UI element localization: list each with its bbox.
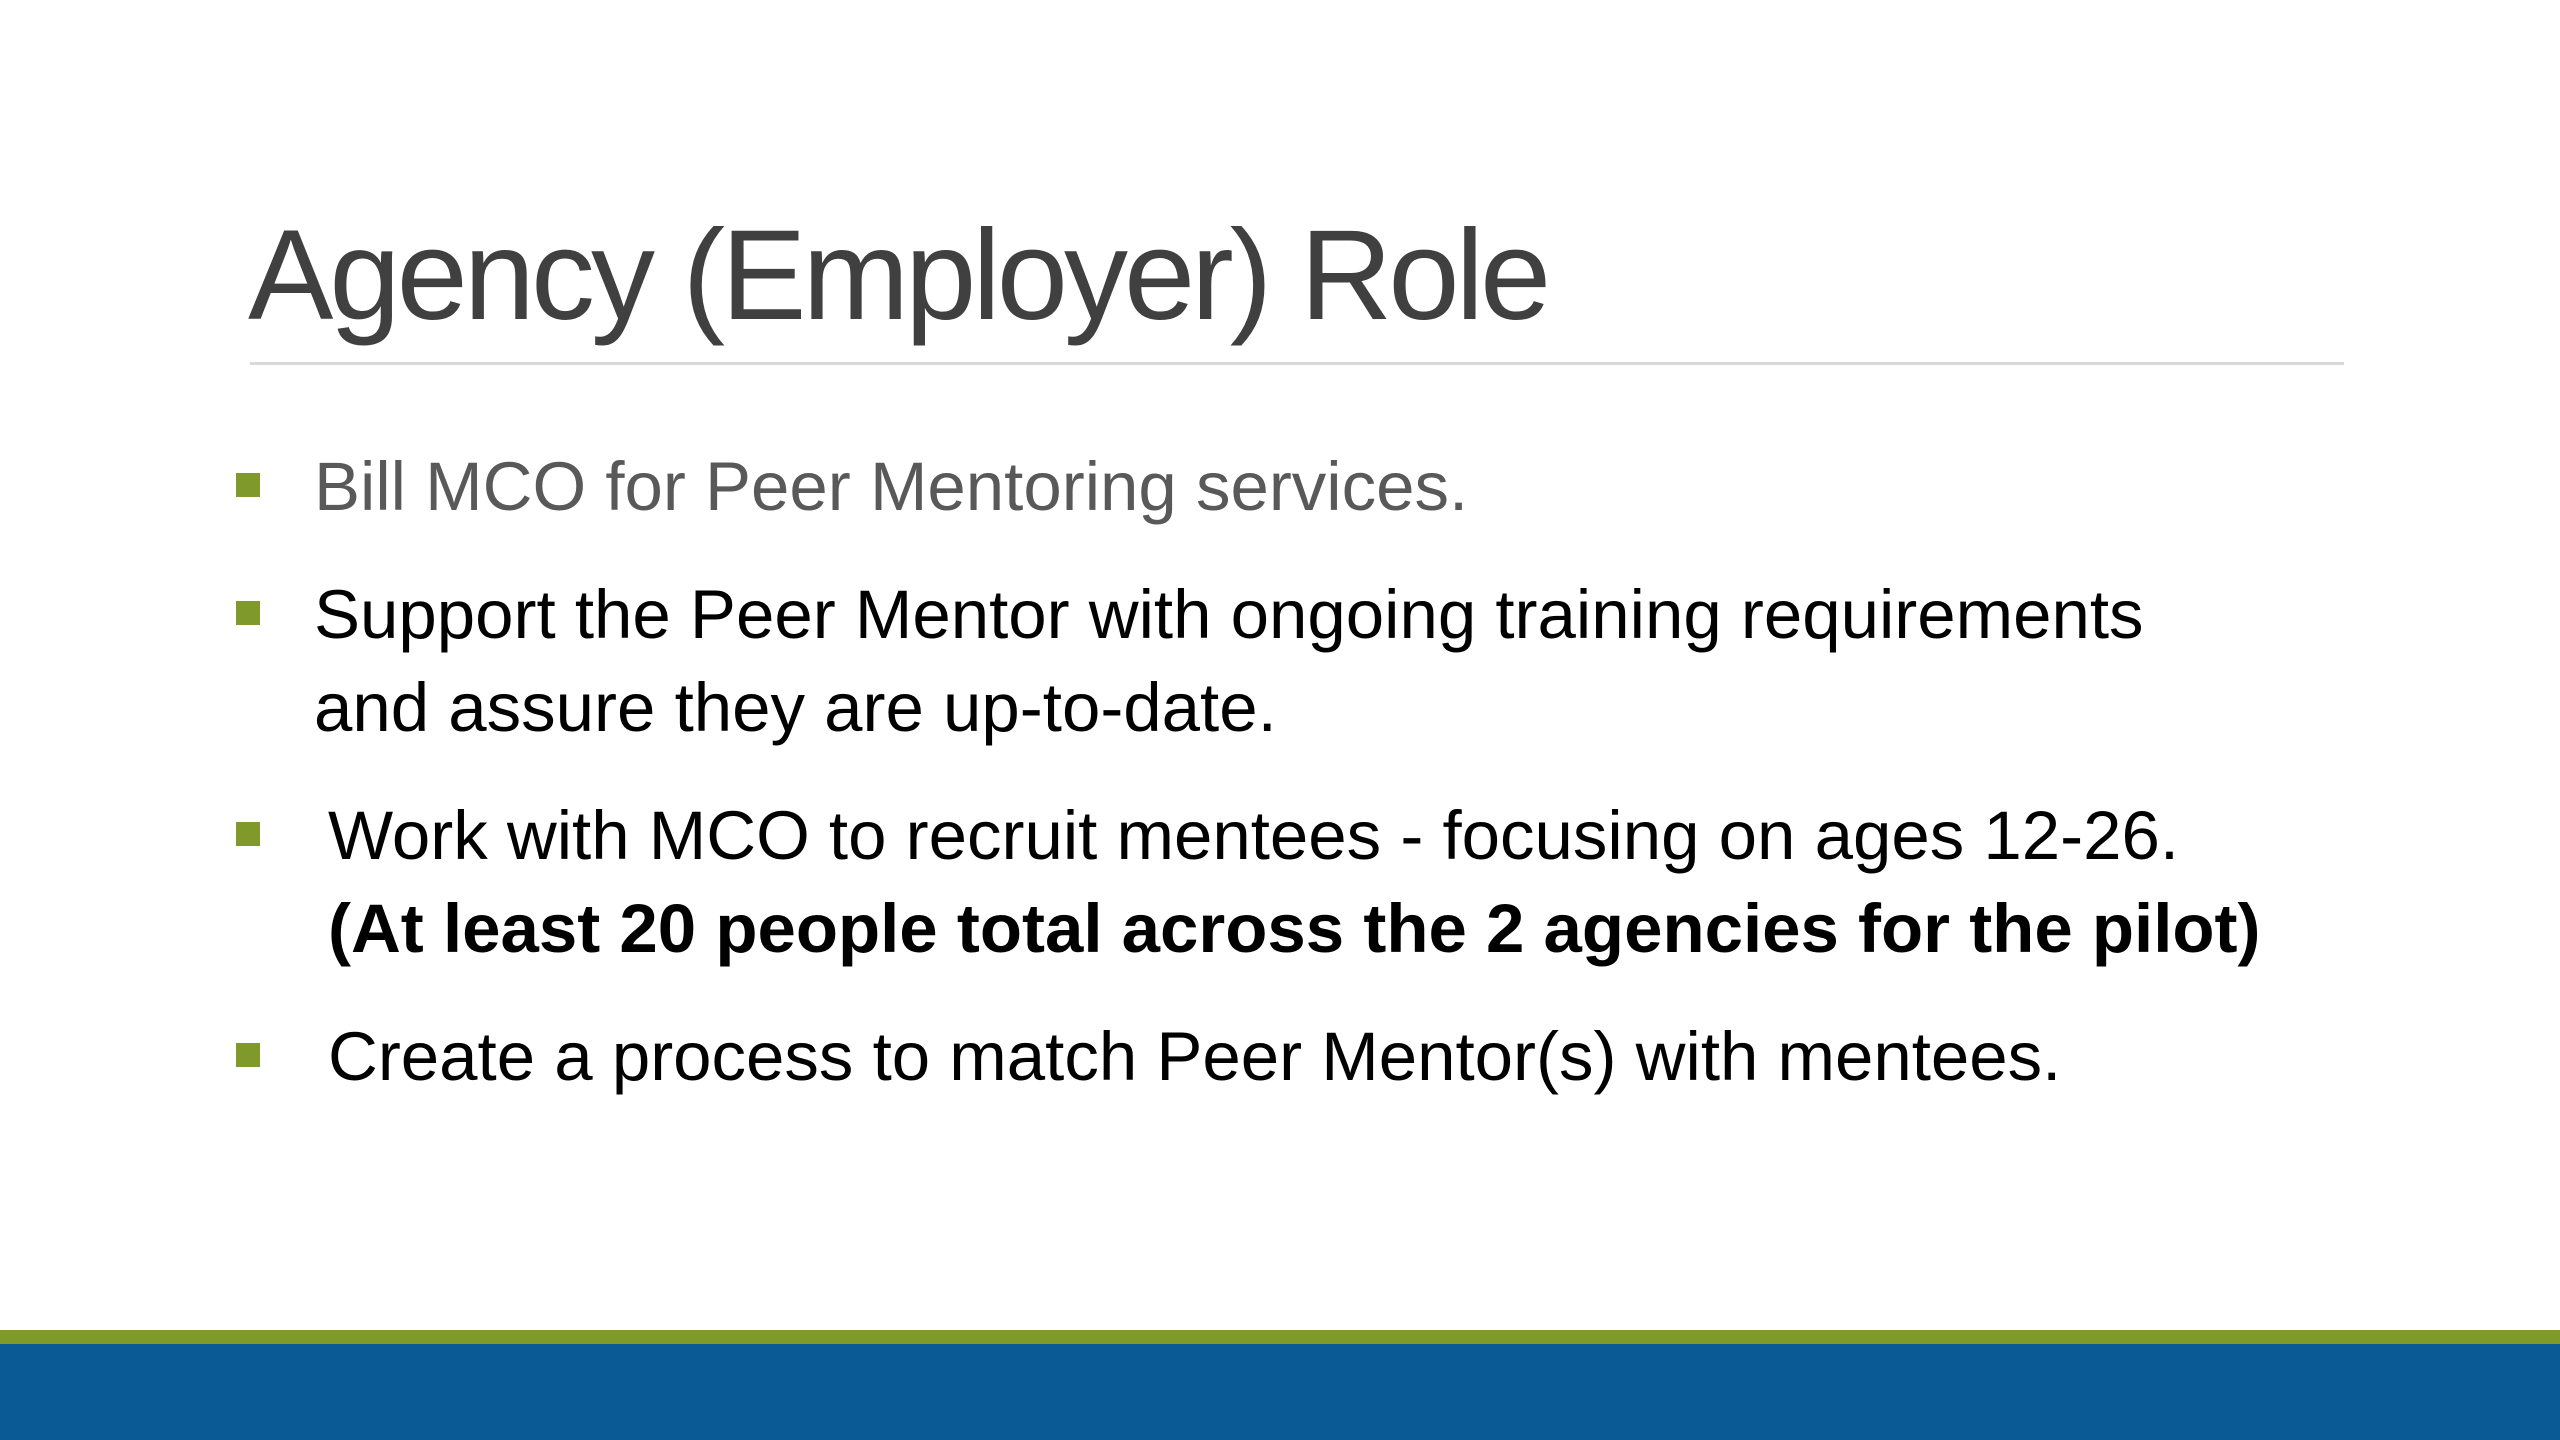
square-bullet-icon — [236, 601, 260, 625]
bullet-item — [236, 789, 2476, 975]
footer-accent-stripe — [0, 1330, 2560, 1344]
bullet-text: and assure they are up-to-date. — [314, 669, 1277, 746]
bullet-item — [236, 1010, 2476, 1103]
footer-band — [0, 1344, 2560, 1440]
square-bullet-icon — [236, 822, 260, 846]
square-bullet-icon — [236, 1043, 260, 1067]
bullet-item — [236, 440, 2476, 533]
slide-title: Agency (Employer) Role — [248, 204, 1548, 347]
title-divider — [250, 362, 2344, 365]
bullet-text: Work with MCO to recruit mentees - focusing on ages 12-26. — [328, 797, 2180, 874]
square-bullet-icon — [236, 473, 260, 497]
bullet-bold-text: (At least 20 people total across the 2 agencies for the pilot) — [328, 890, 2261, 967]
bullet-text: Create a process to match Peer Mentor(s) with mentees. — [328, 1018, 2062, 1095]
bullet-item — [236, 568, 2476, 754]
bullet-text: Bill MCO for Peer Mentoring services. — [314, 448, 1469, 525]
bullet-text: Support the Peer Mentor with ongoing training requirements — [314, 576, 2144, 653]
bullet-list — [236, 440, 2476, 1103]
